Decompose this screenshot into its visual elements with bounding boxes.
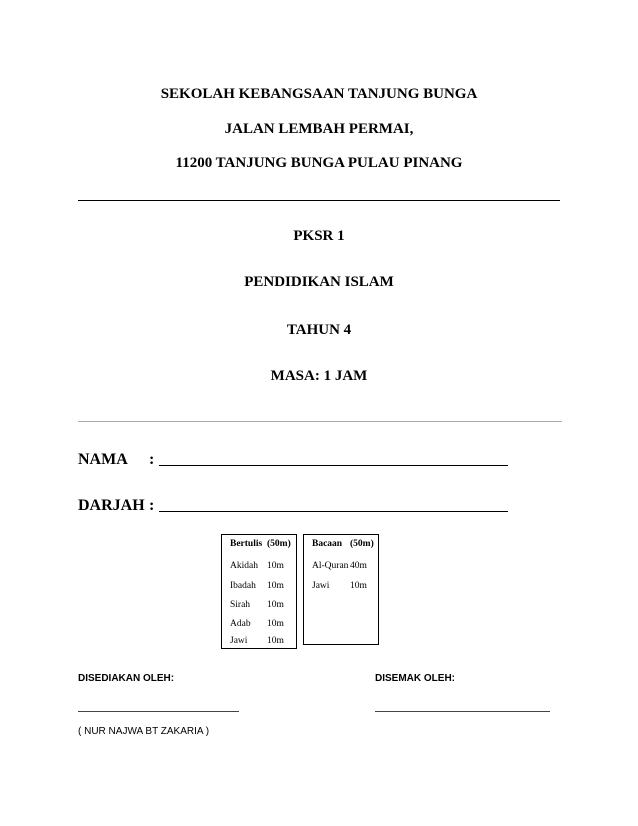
bertulis-mark: 10m xyxy=(267,581,284,591)
school-address-line1: JALAN LEMBAH PERMAI, xyxy=(224,121,414,137)
exam-subject: PENDIDIKAN ISLAM xyxy=(244,274,394,290)
bertulis-mark: 10m xyxy=(267,636,284,646)
checker-signature-line xyxy=(375,711,550,712)
exam-code: PKSR 1 xyxy=(293,228,345,244)
bertulis-mark: 10m xyxy=(267,619,284,629)
bertulis-topic: Adab xyxy=(230,619,251,629)
exam-year: TAHUN 4 xyxy=(286,322,352,338)
prepared-by-label: DISEDIAKAN OLEH: xyxy=(78,673,175,684)
class-field[interactable] xyxy=(159,511,508,512)
school-address-line2: 11200 TANJUNG BUNGA PULAU PINANG xyxy=(175,155,463,171)
title-divider xyxy=(78,421,562,422)
bacaan-mark: 40m xyxy=(350,561,367,571)
bertulis-mark: 10m xyxy=(267,561,284,571)
bacaan-topic: Jawi xyxy=(312,581,330,591)
exam-duration: MASA: 1 JAM xyxy=(270,368,368,384)
header-divider xyxy=(78,200,560,201)
preparer-name: ( NUR NAJWA BT ZAKARIA ) xyxy=(78,726,210,737)
school-name: SEKOLAH KEBANGSAAN TANJUNG BUNGA xyxy=(160,86,478,102)
bertulis-topic: Akidah xyxy=(230,561,258,571)
name-label: NAMA xyxy=(78,451,128,468)
class-colon: : xyxy=(149,497,155,514)
bacaan-total: (50m) xyxy=(350,539,374,549)
name-colon: : xyxy=(149,451,155,468)
bertulis-topic: Sirah xyxy=(230,600,251,610)
bertulis-topic: Ibadah xyxy=(230,581,256,591)
bertulis-total: (50m) xyxy=(267,539,291,549)
preparer-signature-line xyxy=(78,711,239,712)
bertulis-title: Bertulis xyxy=(230,539,263,549)
bertulis-box xyxy=(221,534,297,649)
bertulis-mark: 10m xyxy=(267,600,284,610)
bacaan-title: Bacaan xyxy=(312,539,343,549)
bacaan-topic: Al-Quran xyxy=(312,561,349,571)
bertulis-topic: Jawi xyxy=(230,636,248,646)
bacaan-mark: 10m xyxy=(350,581,367,591)
checked-by-label: DISEMAK OLEH: xyxy=(375,673,455,684)
name-field[interactable] xyxy=(159,465,508,466)
bacaan-box xyxy=(303,534,379,645)
class-label: DARJAH xyxy=(78,497,145,514)
